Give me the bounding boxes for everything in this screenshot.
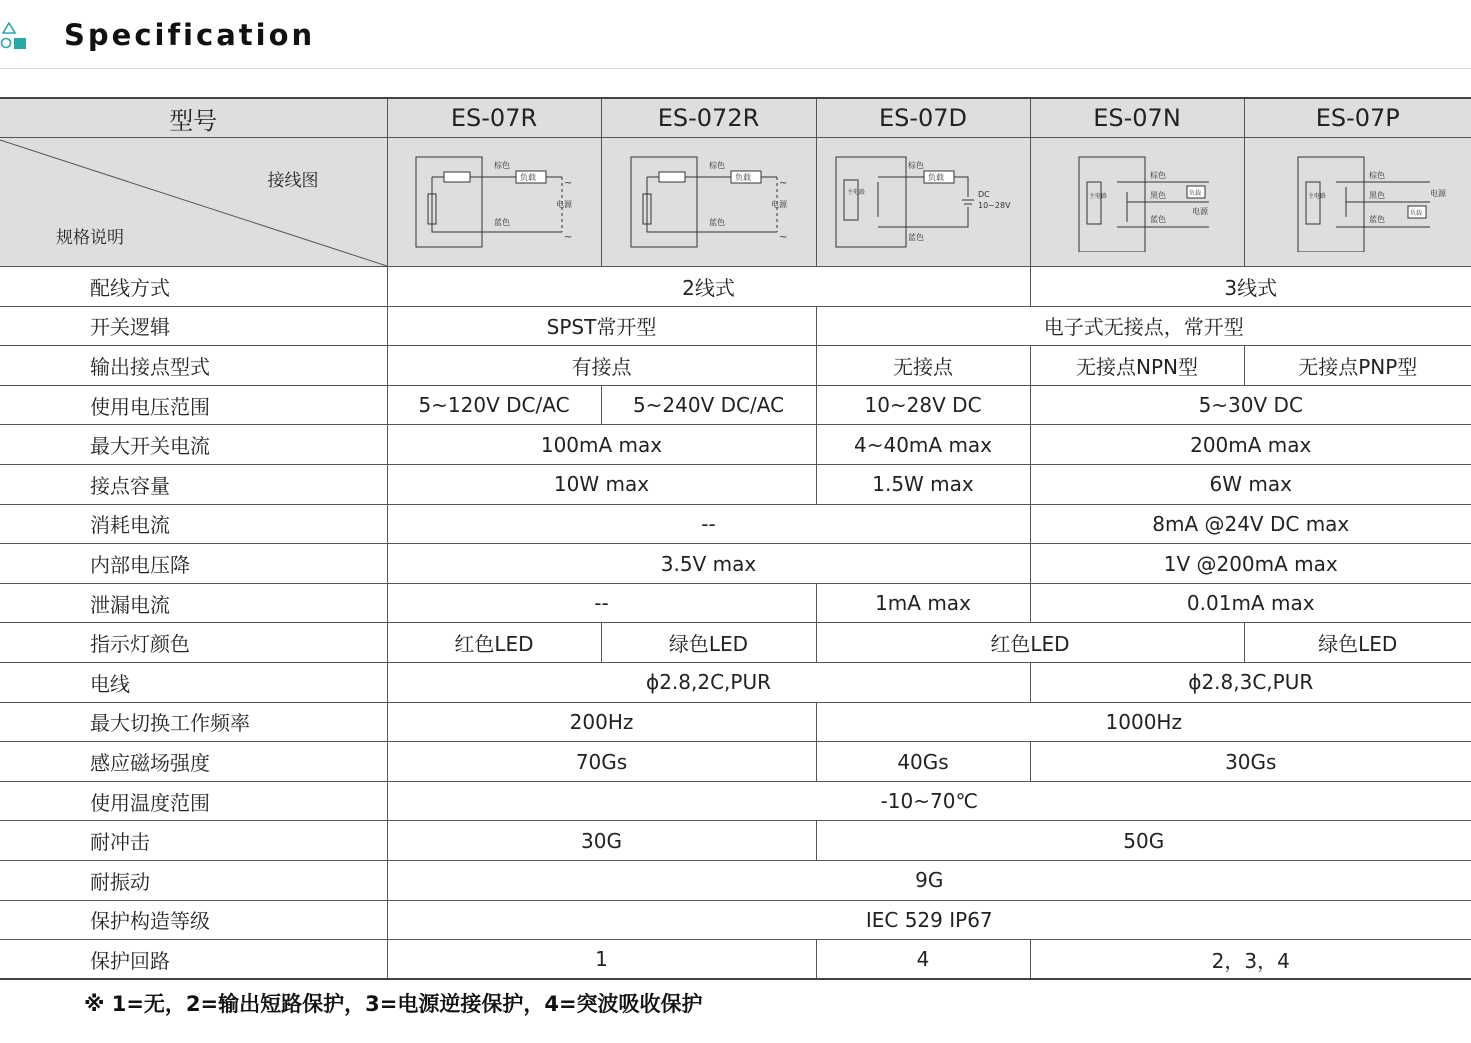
dc-range-label: 10~28V: [978, 201, 1011, 211]
blue-wire-label: 蓝色: [1368, 215, 1385, 225]
spec-value: 无接点PNP型: [1244, 346, 1471, 386]
spec-value: 70Gs: [387, 742, 816, 782]
spec-label: 最大切换工作频率: [0, 702, 387, 742]
spec-label: 泄漏电流: [0, 583, 387, 623]
power-label: 电源: [770, 200, 787, 210]
spec-row: [0, 425, 1471, 465]
spec-value: 绿色LED: [601, 623, 816, 663]
model-es07r: ES-07R: [387, 98, 601, 138]
spec-label: 输出接点型式: [0, 346, 387, 386]
spec-value: 9G: [387, 861, 1471, 901]
spec-label: 接点容量: [0, 465, 387, 505]
spec-row: [0, 663, 1471, 703]
shapes-logo-icon: [0, 22, 30, 50]
spec-value: IEC 529 IP67: [387, 900, 1471, 940]
spec-value: 1mA max: [816, 583, 1030, 623]
spec-row: [0, 583, 1471, 623]
spec-value: 6W max: [1030, 465, 1471, 505]
power-label: 电源: [1429, 189, 1446, 199]
model-es07d: ES-07D: [816, 98, 1030, 138]
spec-label: 开关逻辑: [0, 306, 387, 346]
blue-wire-label: 蓝色: [494, 218, 510, 228]
black-wire-label: 黑色: [1150, 191, 1166, 201]
diagonal-header-cell: [0, 138, 387, 266]
spec-row: [0, 781, 1471, 821]
blue-wire-label: 蓝色: [908, 233, 924, 243]
spec-value: 200mA max: [1030, 425, 1471, 465]
spec-row: [0, 623, 1471, 663]
ac-symbol-bottom: ~: [564, 232, 573, 244]
brown-wire-label: 棕色: [1150, 171, 1166, 181]
black-wire-label: 黑色: [1368, 191, 1385, 201]
spec-label: 指示灯颜色: [0, 623, 387, 663]
wiring-diagram-es07n: [1030, 138, 1244, 267]
spec-value: 30Gs: [1030, 742, 1471, 782]
spec-value: 30G: [387, 821, 816, 861]
model-es072r: ES-072R: [601, 98, 816, 138]
spec-row: [0, 385, 1471, 425]
spec-value: 5~120V DC/AC: [387, 385, 601, 425]
brown-wire-label: 棕色: [908, 161, 924, 171]
protection-footnote: ※ 1=无，2=输出短路保护，3=电源逆接保护，4=突波吸收保护: [84, 992, 703, 1016]
spec-row: [0, 742, 1471, 782]
spec-label: 使用电压范围: [0, 385, 387, 425]
spec-label: 消耗电流: [0, 504, 387, 544]
wiring-diagram-es07p: [1244, 138, 1471, 267]
spec-label: 保护构造等级: [0, 900, 387, 940]
npn-switch-diagram: [1047, 152, 1227, 252]
spec-value: 1000Hz: [816, 702, 1471, 742]
spec-row: [0, 940, 1471, 980]
spec-value: 绿色LED: [1244, 623, 1471, 663]
spec-label: 感应磁场强度: [0, 742, 387, 782]
spec-row: [0, 544, 1471, 584]
spec-row: [0, 821, 1471, 861]
spec-value: 1.5W max: [816, 465, 1030, 505]
main-circuit-label: 主电路: [1089, 193, 1108, 201]
spec-label: 配线方式: [0, 267, 387, 307]
reed-switch-diagram: [619, 152, 799, 252]
spec-value: 1: [387, 940, 816, 980]
spec-row: [0, 702, 1471, 742]
wiring-diagram-row: [0, 138, 1471, 267]
spec-label: 耐振动: [0, 861, 387, 901]
spec-label: 内部电压降: [0, 544, 387, 584]
wiring-diagram-es072r: [601, 138, 816, 267]
spec-value: 3线式: [1030, 267, 1471, 307]
blue-wire-label: 蓝色: [1150, 215, 1166, 225]
spec-value: 50G: [816, 821, 1471, 861]
spec-value: ϕ2.8,3C,PUR: [1030, 663, 1471, 703]
spec-value: 200Hz: [387, 702, 816, 742]
model-es07p: ES-07P: [1244, 98, 1471, 138]
spec-row: [0, 900, 1471, 940]
spec-value: 0.01mA max: [1030, 583, 1471, 623]
spec-table: [0, 97, 1471, 980]
spec-value: 红色LED: [387, 623, 601, 663]
brown-wire-label: 棕色: [494, 161, 510, 171]
spec-value: -10~70℃: [387, 781, 1471, 821]
blue-wire-label: 蓝色: [708, 218, 725, 228]
section-header: [0, 0, 1471, 70]
spec-value: 8mA @24V DC max: [1030, 504, 1471, 544]
main-circuit-label: 主电路: [1307, 193, 1326, 201]
load-label: 负载: [928, 173, 944, 183]
wiring-diagram-heading: 接线图: [267, 171, 319, 192]
spec-label: 耐冲击: [0, 821, 387, 861]
ac-symbol-top: ~: [778, 178, 787, 190]
spec-value: 40Gs: [816, 742, 1030, 782]
spec-value: 10~28V DC: [816, 385, 1030, 425]
spec-value: 红色LED: [816, 623, 1244, 663]
spec-value: 4: [816, 940, 1030, 980]
spec-description-heading: 规格说明: [56, 228, 124, 249]
pnp-switch-diagram: [1268, 152, 1448, 252]
spec-value: 4~40mA max: [816, 425, 1030, 465]
spec-value: ϕ2.8,2C,PUR: [387, 663, 1030, 703]
spec-value: 100mA max: [387, 425, 816, 465]
spec-value: 2线式: [387, 267, 1030, 307]
spec-value: 1V @200mA max: [1030, 544, 1471, 584]
dc-switch-diagram: [828, 152, 1018, 252]
spec-label: 电线: [0, 663, 387, 703]
ac-symbol-bottom: ~: [778, 232, 787, 244]
model-header-label: 型号: [0, 98, 387, 138]
load-label: 负载: [734, 173, 751, 183]
spec-value: 3.5V max: [387, 544, 1030, 584]
spec-value: 5~240V DC/AC: [601, 385, 816, 425]
power-label: 电源: [1192, 207, 1208, 217]
power-label: 电源: [556, 200, 572, 210]
brown-wire-label: 棕色: [708, 161, 725, 171]
dc-label: DC: [978, 190, 990, 200]
main-circuit-label: 主电路: [847, 189, 866, 197]
spec-row: [0, 465, 1471, 505]
spec-value: 无接点: [816, 346, 1030, 386]
spec-label: 使用温度范围: [0, 781, 387, 821]
spec-value: 电子式无接点，常开型: [816, 306, 1471, 346]
brown-wire-label: 棕色: [1368, 171, 1385, 181]
spec-value: --: [387, 583, 816, 623]
spec-value: 2，3，4: [1030, 940, 1471, 980]
load-label: 负载: [520, 173, 536, 183]
wiring-diagram-es07d: [816, 138, 1030, 267]
model-header-row: [0, 98, 1471, 138]
wiring-diagram-es07r: [387, 138, 601, 267]
spec-value: 无接点NPN型: [1030, 346, 1244, 386]
spec-row: [0, 504, 1471, 544]
spec-value: 有接点: [387, 346, 816, 386]
spec-label: 保护回路: [0, 940, 387, 980]
spec-value: SPST常开型: [387, 306, 816, 346]
spec-value: --: [387, 504, 1030, 544]
ac-symbol-top: ~: [564, 178, 573, 190]
header-divider: [0, 68, 1471, 69]
reed-switch-diagram: [404, 152, 584, 252]
spec-row: [0, 267, 1471, 307]
spec-value: 5~30V DC: [1030, 385, 1471, 425]
spec-row: [0, 861, 1471, 901]
spec-value: 10W max: [387, 465, 816, 505]
page-title: Specification: [64, 18, 316, 52]
model-es07n: ES-07N: [1030, 98, 1244, 138]
spec-row: [0, 346, 1471, 386]
load-label: 负载: [1409, 210, 1422, 218]
spec-label: 最大开关电流: [0, 425, 387, 465]
spec-row: [0, 306, 1471, 346]
load-label: 负载: [1189, 190, 1202, 198]
